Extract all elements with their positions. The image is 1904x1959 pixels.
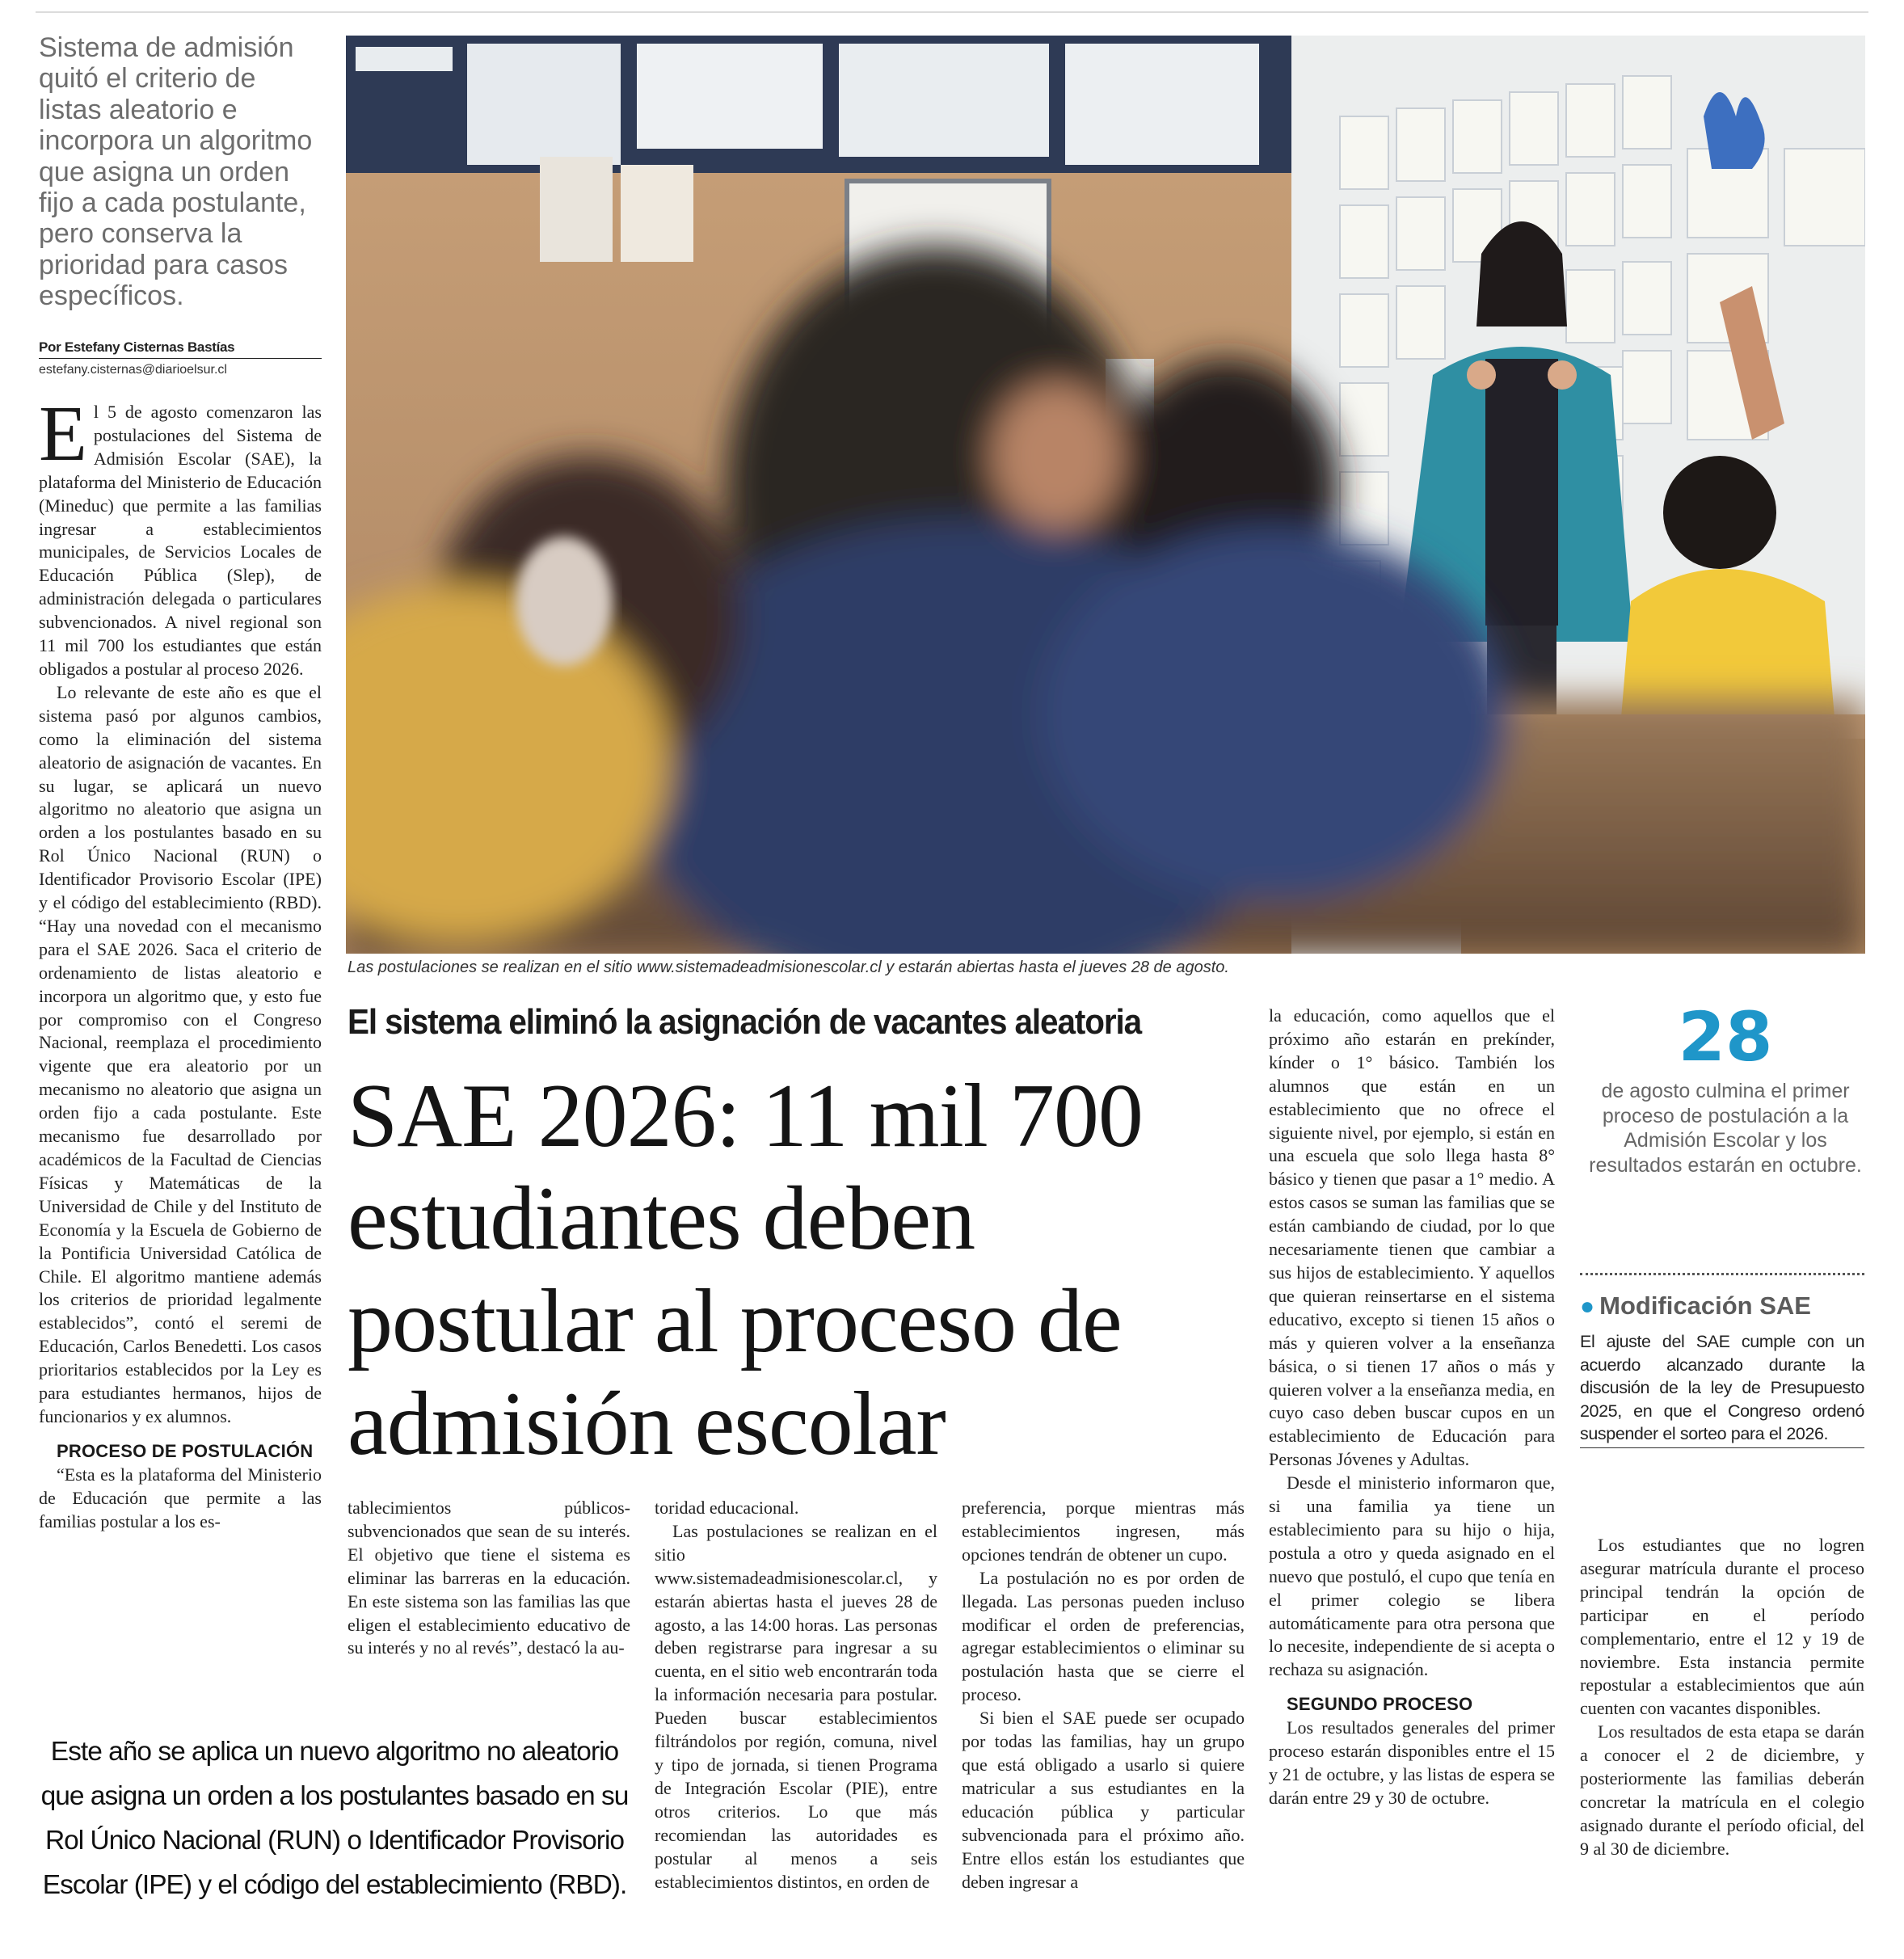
paragraph: tablecimientos públicos-subvencionados que sean de su interés. El objetivo que tiene el sistema es eliminar las barreras en la educación. En este sistema son las familias las que eligen el establecimiento educativo de su interés y no al revés”, destacó la au-	[348, 1498, 630, 1658]
dotted-divider	[1580, 1273, 1864, 1275]
paragraph: “Esta es la plataforma del Ministerio de Educación que permite a las familias postular a los es-	[39, 1464, 322, 1531]
sidebar-box-title-text: Modificación SAE	[1599, 1291, 1811, 1320]
sidebar-number-text: de agosto culmina el primer proceso de postulación a la Admisión Escolar y los resultados estarán en octubre.	[1589, 1080, 1862, 1177]
pull-quote: Este año se aplica un nuevo algoritmo no aleatorio que asigna un orden a los postulantes basado en su Rol Único Nacional (RUN) o Identificador Provisorio Escolar (IPE) y el código del establecimiento (RBD).	[40, 1737, 629, 1900]
body-column-5	[1269, 1005, 1555, 1810]
photo-caption: Las postulaciones se realizan en el sitio www.sistemadeadmisionescolar.cl y estarán abiertas hasta el jueves 28 de agosto.	[348, 958, 1229, 976]
paragraph: Los resultados de esta etapa se darán a conocer el 2 de diciembre, y posteriormente las familias deberán concretar la matrícula en el colegio asignado durante el período oficial, del 9 al 30 de diciembre.	[1580, 1721, 1864, 1859]
dropcap: E	[39, 390, 87, 478]
paragraph: la educación, como aquellos que el próximo año estarán en prekínder, kínder o 1° básico. También los alumnos que están en un establecimiento que no ofrece el siguiente nivel, por ejemplo, si están en una escuela que solo llega hasta 8° básico y tienen que pasar a 1° medio. A estos casos se suman las familias que se están cambiando de ciudad, por lo que necesariamente tienen que cambiar a sus hijos de establecimiento. Y aquellos que quieran reinsertarse en el sistema educativo, excepto si tienen 15 años o más y quieren volver a la enseñanza básica, o si tienen 17 años o más y quieren volver a la enseñanza media, en cuyo caso deben buscar cupos en un establecimiento de Educación para Personas Jóvenes y Adultas.	[1269, 1005, 1555, 1470]
body-column-2	[348, 1497, 630, 1660]
paragraph: La postulación no es por orden de llegada. Las personas pueden incluso modificar el orden de preferencias, agregar establecimientos o eliminar su postulación hasta que se cierre el proceso.	[962, 1567, 1245, 1705]
paragraph: Lo relevante de este año es que el sistema pasó por algunos cambios, como la eliminación del sistema aleatorio de asignación de vacantes. En su lugar, se aplicará un nuevo algoritmo no aleatorio que asigna un orden a los postulantes basado en su Rol Único Nacional (RUN) o Identificador Provisorio Escolar (IPE) y el código del establecimiento (RBD). “Hay una novedad con el mecanismo para el SAE 2026. Saca el criterio de ordenamiento de listas aleatorio e incorpora un algoritmo que, y esto fue por compromiso con el Congreso Nacional, reemplaza el procedimiento vigente que era aleatorio por un mecanismo no aleatorio que asigna un orden fijo a cada postulante. Este mecanismo fue desarrollado por académicos de la Facultad de Ciencias Físicas y Matemáticas de la Universidad de Chile y del Instituto de Economía y la Escuela de Gobierno de la Pontificia Universidad Católica de Chile. El algoritmo mantiene además los criterios de prioridad legalmente establecidos”, contó el seremi de Educación, Carlos Benedetti. Los casos prioritarios establecidos por la Ley es para estudiantes hermanos, hijos de funcionarios y ex alumnos.	[39, 681, 322, 1426]
paragraph: Los estudiantes que no logren asegurar matrícula durante el proceso principal tendrán la opción de participar en el período complementario, entre el 12 y 19 de noviembre. Esta instancia permite repostular a establecimientos que aún cuenten con vacantes disponibles.	[1580, 1535, 1864, 1719]
article-lead: Sistema de admisión quitó el criterio de listas aleatorio e incorpora un algoritmo que asigna un orden fijo a cada postulante, pero conserva la prioridad para casos específicos.	[39, 32, 313, 312]
sidebar-big-number: 28	[1678, 997, 1773, 1076]
headline-kicker: El sistema eliminó la asignación de vacantes aleatoria	[348, 1002, 1142, 1042]
sidebar-box-title	[1580, 1291, 1864, 1321]
paragraph-text: l 5 de agosto comenzaron las postulaciones del Sistema de Admisión Escolar (SAE), la plataforma del Ministerio de Educación (Mineduc) que permite a las familias ingresar a establecimientos municipales, de Servicios Locales de Educación Pública (Slep), de administración delegada o particulares subvencionados. A nivel regional son 11 mil 700 los estudiantes que están obligados a postular al proceso 2026.	[39, 402, 322, 679]
headline: SAE 2026: 11 mil 700 estudiantes deben postular al proceso de admisión escolar	[348, 1066, 1143, 1474]
author-email[interactable]: estefany.cisternas@diarioelsur.cl	[39, 363, 227, 377]
paragraph	[39, 390, 322, 681]
paragraph: Las postulaciones se realizan en el sitio www.sistemadeadmisionescolar.cl, y estarán abiertas hasta el jueves 28 de agosto, a las 14:00 horas. Las personas deben registrarse para ingresar a su cuenta, en el sitio web encontrarán toda la información necesaria para postular. Pueden buscar establecimientos filtrándolos por región, comuna, nivel y tipo de jornada, si tienen Programa de Integración Escolar (PIE), entre otros criterios. Lo que más recomiendan las autoridades es postular al menos a seis establecimientos distintos, en orden de	[655, 1520, 937, 1892]
body-column-3	[655, 1497, 937, 1894]
section-subhead: SEGUNDO PROCESO	[1287, 1694, 1473, 1715]
paragraph: toridad educacional.	[655, 1498, 799, 1518]
section-subhead: PROCESO DE POSTULACIÓN	[57, 1440, 314, 1461]
classroom-photo	[346, 36, 1865, 954]
paragraph: Los resultados generales del primer proceso estarán disponibles entre el 15 y 21 de octubre, y las listas de espera se darán entre 29 y 30 de octubre.	[1269, 1717, 1555, 1808]
paragraph: preferencia, porque mientras más establecimientos ingresen, más opciones tendrán de obtener un cupo.	[962, 1498, 1245, 1565]
body-column-4	[962, 1497, 1245, 1894]
paragraph: Si bien el SAE puede ser ocupado por todas las familias, hay un grupo que está obligado a usarlo si quiere matricular a sus estudiantes en la educación pública y particular subvencionada para el próximo año. Entre ellos están los estudiantes que deben ingresar a	[962, 1708, 1245, 1892]
paragraph: Desde el ministerio informaron que, si una familia ya tiene un establecimiento para su hijo o hija, postula a otro y queda asignado en el nuevo que postuló, el cupo que tenía en el primer colegio se libera automáticamente para otra persona que lo necesite, independiente de si acepta o rechaza su asignación.	[1269, 1472, 1555, 1680]
sidebar-box-text: El ajuste del SAE cumple con un acuerdo alcanzado durante la discusión de la ley de Presupuesto 2025, en que el Congreso ordenó suspender el sorteo para el 2026.	[1580, 1330, 1864, 1448]
bullet-icon: ●	[1580, 1293, 1595, 1320]
body-column-1	[39, 390, 322, 1534]
body-column-6	[1580, 1534, 1864, 1861]
top-rule	[36, 11, 1868, 13]
byline: Por Estefany Cisternas Bastías	[39, 339, 322, 359]
